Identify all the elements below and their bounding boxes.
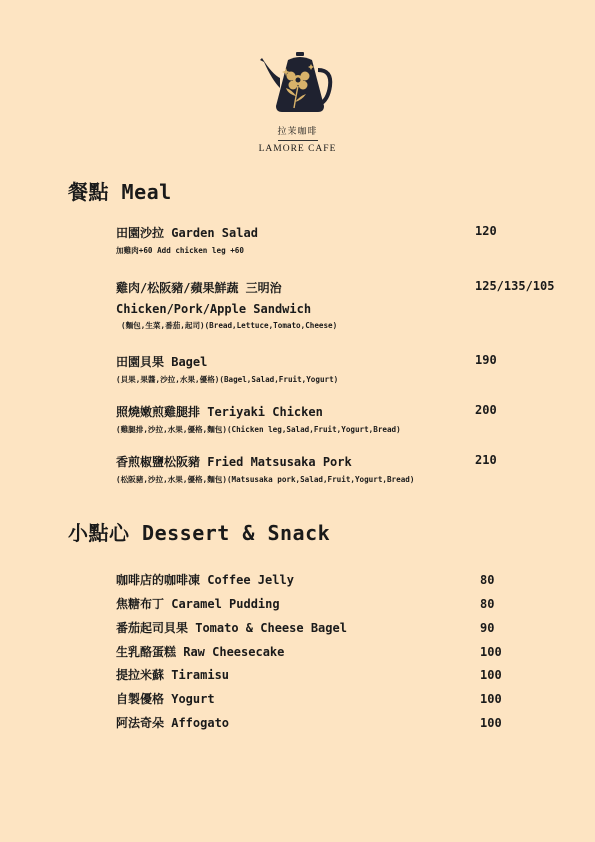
- menu-item-yogurt: [116, 690, 555, 707]
- item-desc: 加雞肉+60 Add chicken leg +60: [116, 246, 244, 255]
- item-name: 雞肉/松阪豬/蘋果鮮蔬 三明治: [116, 281, 282, 295]
- item-desc: (松阪豬,沙拉,水果,優格,麵包)(Matsusaka pork,Salad,Fruit,Yogurt,Bread): [116, 475, 415, 484]
- item-price: 100: [480, 668, 502, 682]
- item-price: 125/135/105: [475, 279, 555, 293]
- item-name: 香煎椒鹽松阪豬 Fried Matsusaka Pork: [116, 455, 352, 469]
- item-price: 90: [480, 621, 495, 635]
- menu-item-matsusaka-pork: [116, 453, 555, 485]
- item-name: 提拉米蘇 Tiramisu: [116, 668, 230, 682]
- item-price: 120: [475, 224, 497, 238]
- menu-item-caramel-pudding: [116, 595, 555, 612]
- item-name-english: Chicken/Pork/Apple Sandwich: [116, 302, 312, 316]
- cafe-logo: [0, 48, 595, 154]
- item-price: 80: [480, 597, 495, 611]
- item-name: 自製優格 Yogurt: [116, 692, 215, 706]
- menu-item-raw-cheesecake: [116, 643, 555, 660]
- menu-item-bagel: [116, 353, 555, 385]
- menu-item-sandwich: [116, 279, 555, 331]
- logo-chinese-name: 拉茉咖啡: [277, 127, 318, 137]
- menu-item-tomato-cheese-bagel: [116, 619, 555, 636]
- menu-item-garden-salad: [116, 224, 555, 256]
- item-name: 咖啡店的咖啡凍 Coffee Jelly: [116, 573, 294, 587]
- item-name: 焦糖布丁 Caramel Pudding: [116, 597, 280, 611]
- meal-section-title: 餐點 Meal: [68, 180, 172, 204]
- item-price: 100: [480, 645, 502, 659]
- snack-section-title: 小點心 Dessert & Snack: [68, 521, 331, 545]
- item-name: 照燒嫩煎雞腿排 Teriyaki Chicken: [116, 405, 323, 419]
- item-name: 番茄起司貝果 Tomato & Cheese Bagel: [116, 621, 347, 635]
- coffee-pot-flower-icon: [258, 48, 338, 118]
- item-price: 200: [475, 403, 497, 417]
- item-name: 田園貝果 Bagel: [116, 355, 208, 369]
- item-price: 190: [475, 353, 497, 367]
- item-name: 生乳酪蛋糕 Raw Cheesecake: [116, 645, 285, 659]
- item-price: 100: [480, 716, 502, 730]
- item-price: 100: [480, 692, 502, 706]
- item-desc: (雞腿排,沙拉,水果,優格,麵包)(Chicken leg,Salad,Fruit,Yogurt,Bread): [116, 425, 401, 434]
- item-desc: (麵包,生菜,番茄,起司)(Bread,Lettuce,Tomato,Cheese): [121, 321, 338, 330]
- item-price: 210: [475, 453, 497, 467]
- menu-item-tiramisu: [116, 666, 555, 683]
- menu-item-affogato: [116, 714, 555, 731]
- item-price: 80: [480, 573, 495, 587]
- item-name: 田園沙拉 Garden Salad: [116, 226, 258, 240]
- menu-item-coffee-jelly: [116, 571, 555, 588]
- logo-divider: [278, 140, 318, 141]
- menu-item-teriyaki-chicken: [116, 403, 555, 435]
- item-name: 阿法奇朵 Affogato: [116, 716, 230, 730]
- logo-english-name: LAMORE CAFE: [258, 144, 337, 154]
- item-desc: (貝果,果醬,沙拉,水果,優格)(Bagel,Salad,Fruit,Yogurt): [116, 375, 339, 384]
